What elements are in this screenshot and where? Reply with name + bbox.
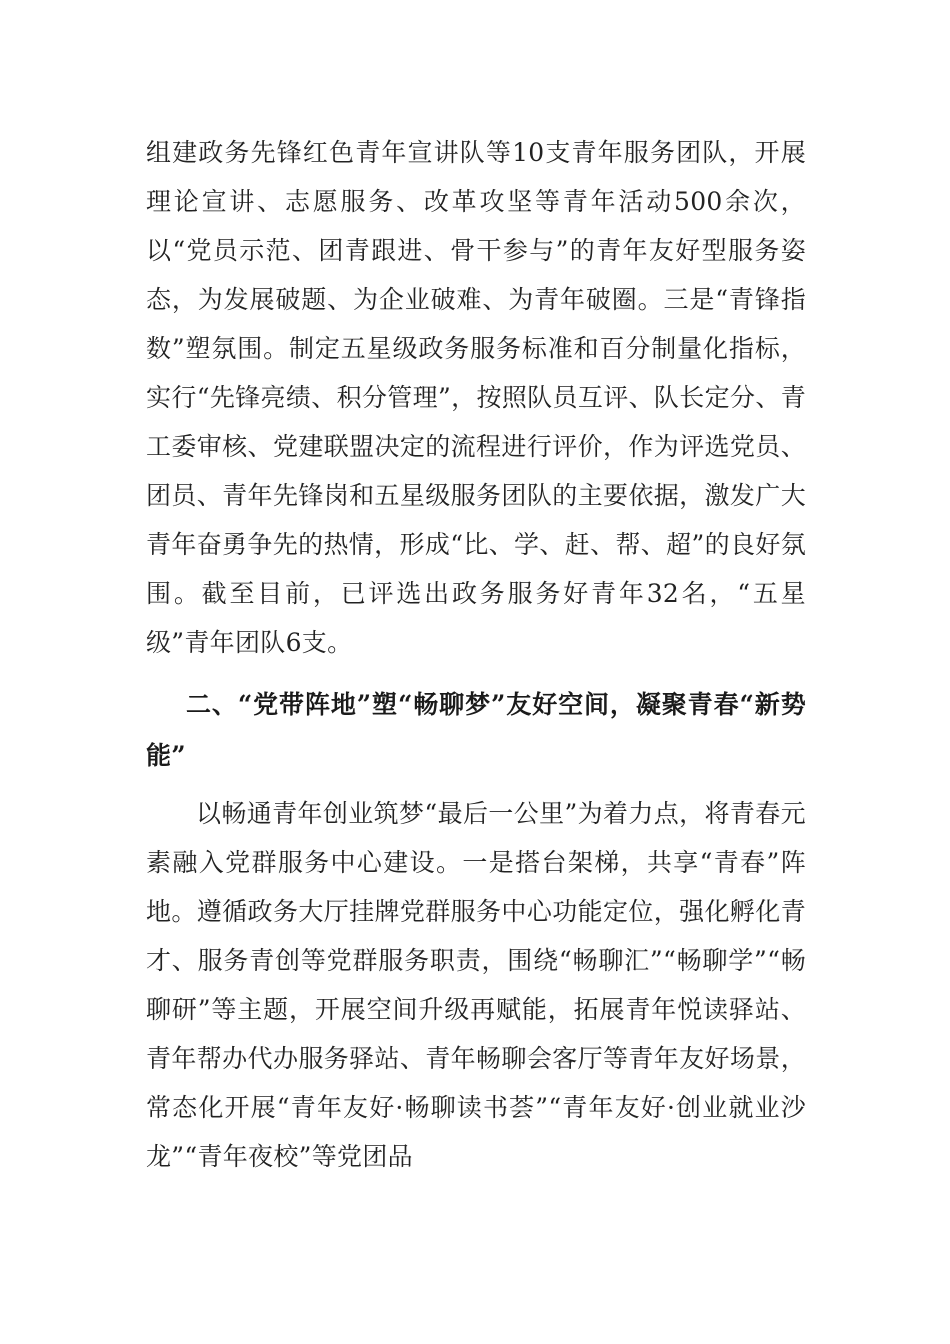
body-paragraph-2: 以畅通青年创业筑梦“最后一公里”为着力点，将青春元素融入党群服务中心建设。一是搭台架梯，共享“青春”阵地。遵循政务大厅挂牌党群服务中心功能定位，强化孵化青才、服务青创等党群服务职责，围绕“畅聊汇”“畅聊学”“畅聊研”等主题，开展空间升级再赋能，拓展青年悦读驿站、青年帮办代办服务驿站、青年畅聊会客厅等青年友好场景，常态化开展“青年友好·畅聊读书荟”“青年友好·创业就业沙龙”“青年夜校”等党团品 — [146, 799, 806, 1171]
body-paragraph-1: 组建政务先锋红色青年宣讲队等10支青年服务团队，开展理论宣讲、志愿服务、改革攻坚等青年活动500余次，以“党员示范、团青跟进、骨干参与”的青年友好型服务姿态，为发展破题、为企业破难、为青年破圈。三是“青锋指数”塑氛围。制定五星级政务服务标准和百分制量化指标，实行“先锋亮绩、积分管理”，按照队员互评、队长定分、青工委审核、党建联盟决定的流程进行评价，作为评选党员、团员、青年先锋岗和五星级服务团队的主要依据，激发广大青年奋勇争先的热情，形成“比、学、赶、帮、超”的良好氛围。截至目前，已评选出政务服务好青年32名，“五星级”青年团队6支。 — [146, 138, 806, 657]
document-page — [146, 128, 806, 1181]
section-heading-2: 二、“党带阵地”塑“畅聊梦”友好空间，凝聚青春“新势能” — [146, 690, 806, 770]
